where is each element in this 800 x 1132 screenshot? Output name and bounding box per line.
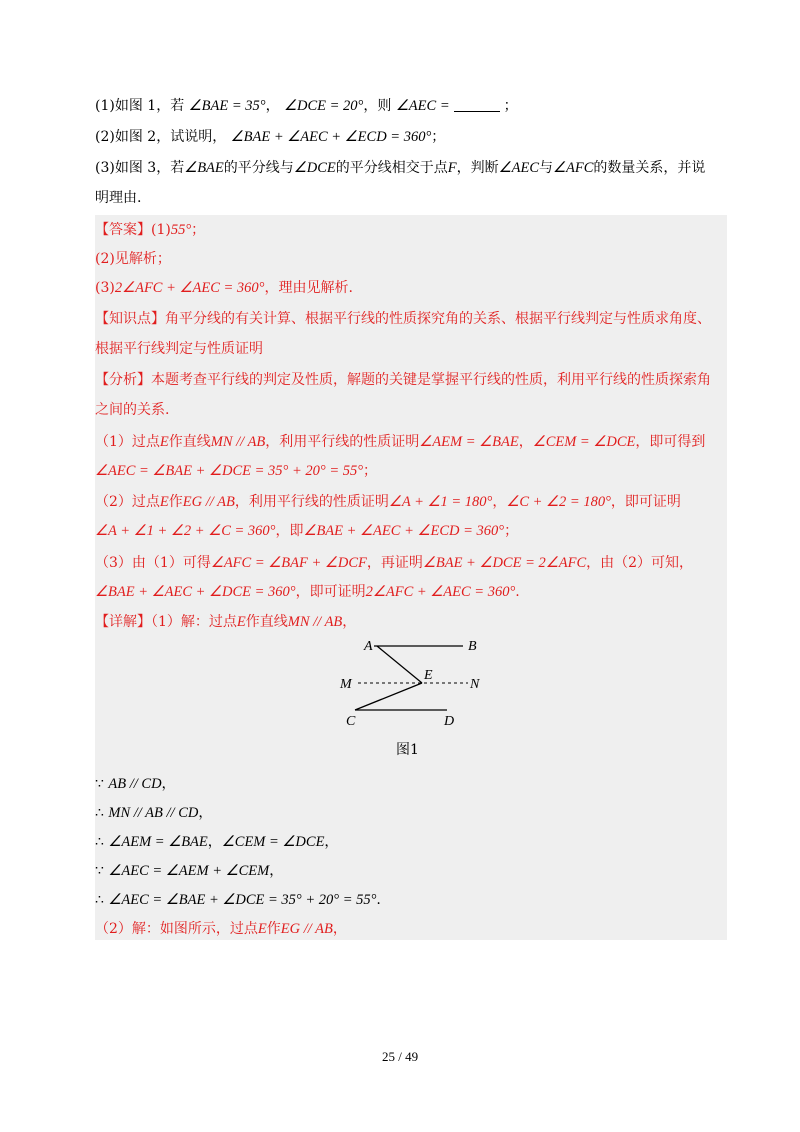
p3b-m1: ∠BAE + ∠AEC + ∠DCE = 360° bbox=[95, 584, 296, 600]
answer-line-3 bbox=[95, 278, 735, 298]
p1a-m2: MN // AB bbox=[210, 434, 266, 450]
label-c: C bbox=[346, 714, 356, 729]
part2-t2: 作 bbox=[266, 921, 281, 937]
p2a-t2: 作 bbox=[168, 494, 183, 510]
q1-math-dce: ∠DCE = 20° bbox=[284, 98, 364, 114]
label-e: E bbox=[424, 668, 433, 683]
q3-t5: 与 bbox=[539, 160, 554, 176]
q1-mid: ，则 bbox=[363, 98, 392, 114]
q2-text: (2)如图 2，试说明， bbox=[95, 129, 227, 145]
p3a-t1: （3）由（1）可得 bbox=[95, 555, 211, 571]
step-1-symbol: ∵ bbox=[95, 776, 104, 792]
p1a-t2: 作直线 bbox=[168, 434, 211, 450]
q2-math: ∠BAE + ∠AEC + ∠ECD = 360° bbox=[230, 129, 432, 145]
q1-suffix: ； bbox=[503, 98, 518, 114]
line-ec bbox=[355, 683, 422, 710]
q3-t1: (3)如图 3，若 bbox=[95, 160, 185, 176]
proof-step-4 bbox=[95, 861, 735, 881]
analysis-p2a bbox=[95, 492, 735, 512]
p1a-t5: ，即可得到 bbox=[635, 434, 706, 450]
answer-line-2: (2)见解析； bbox=[95, 251, 171, 267]
proof-step-3 bbox=[95, 832, 735, 852]
part2-suffix: ， bbox=[332, 921, 347, 937]
answer-label: 【答案】 bbox=[95, 222, 151, 238]
analysis-p3a bbox=[95, 553, 735, 573]
q3-t6: 的数量关系，并说 bbox=[593, 160, 706, 176]
question-3-line2: 明理由. bbox=[95, 190, 142, 206]
detail-m1: E bbox=[236, 614, 246, 630]
step-5-math: ∠AEC = ∠BAE + ∠DCE = 35° + 20° = 55° bbox=[108, 892, 377, 908]
detail-label: 【详解】 bbox=[95, 614, 151, 630]
q3-m1: ∠BAE bbox=[184, 160, 224, 176]
line-ae bbox=[377, 646, 422, 683]
p1a-m3: ∠AEM = ∠BAE bbox=[419, 434, 519, 450]
p1a-m1: E bbox=[159, 434, 169, 450]
p2a-m1: E bbox=[159, 494, 169, 510]
q1-sep: ， bbox=[265, 98, 280, 114]
p3b-m2: 2∠AFC + ∠AEC = 360° bbox=[365, 584, 516, 600]
label-a: A bbox=[364, 639, 373, 654]
answer-1-suffix: ； bbox=[191, 222, 206, 238]
part2-m1: E bbox=[257, 921, 267, 937]
label-d: D bbox=[444, 714, 455, 729]
proof-step-1 bbox=[95, 774, 735, 794]
detail-t2: 作直线 bbox=[245, 614, 288, 630]
p3a-t3: ，由（2）可知， bbox=[586, 555, 694, 571]
detail-m2: MN // AB bbox=[287, 614, 343, 630]
proof-step-5 bbox=[95, 890, 735, 910]
page-separator: / bbox=[398, 1049, 402, 1064]
step-3-suffix: ， bbox=[324, 834, 339, 850]
q3-t4: ，判断 bbox=[456, 160, 499, 176]
p2b-t1: ，即 bbox=[275, 523, 304, 539]
q1-text: (1)如图 1，若 bbox=[95, 98, 185, 114]
q3-t3: 的平分线相交于点 bbox=[335, 160, 448, 176]
q1-math-aec: ∠AEC = bbox=[395, 98, 450, 114]
p3a-m2: ∠BAE + ∠DCE = 2∠AFC bbox=[422, 555, 587, 571]
step-3-math2: ∠CEM = ∠DCE bbox=[221, 834, 325, 850]
question-2 bbox=[95, 127, 735, 147]
answer-3-math: 2∠AFC + ∠AEC = 360° bbox=[114, 280, 265, 296]
detail-part-2 bbox=[95, 919, 735, 939]
question-3-line1 bbox=[95, 158, 735, 178]
p1b-math: ∠AEC = ∠BAE + ∠DCE = 35° + 20° = 55° bbox=[95, 463, 364, 479]
answer-1-num: (1) bbox=[151, 222, 171, 238]
p1a-m4: ∠CEM = ∠DCE bbox=[532, 434, 636, 450]
q2-suffix: ； bbox=[431, 129, 446, 145]
proof-step-2 bbox=[95, 803, 735, 823]
step-2-symbol: ∴ bbox=[95, 805, 104, 821]
step-3-mid: ， bbox=[207, 834, 222, 850]
answer-3-num: (3) bbox=[95, 280, 115, 296]
step-4-symbol: ∵ bbox=[95, 863, 104, 879]
figure-caption: 图1 bbox=[396, 742, 419, 758]
analysis-line-1: 【分析】本题考查平行线的判定及性质，解题的关键是掌握平行线的性质，利用平行线的性质探索角 bbox=[95, 372, 711, 388]
p2a-t1: （2）过点 bbox=[95, 494, 160, 510]
page-current: 25 bbox=[381, 1049, 395, 1064]
step-2-math: MN // AB // CD bbox=[108, 805, 199, 821]
knowledge-line-1: 【知识点】角平分线的有关计算、根据平行线的性质探究角的关系、根据平行线判定与性质求角度、 bbox=[95, 311, 711, 327]
p3b-t1: ，即可证明 bbox=[295, 584, 366, 600]
p2a-t5: ，即可证明 bbox=[610, 494, 681, 510]
step-4-math: ∠AEC = ∠AEM + ∠CEM bbox=[108, 863, 270, 879]
question-1 bbox=[95, 96, 735, 116]
step-5-symbol: ∴ bbox=[95, 892, 104, 908]
answer-line-1 bbox=[95, 220, 735, 240]
label-m: M bbox=[340, 677, 352, 692]
q3-m5: ∠AFC bbox=[553, 160, 594, 176]
answer-1-math: 55° bbox=[170, 222, 192, 238]
analysis-p1a bbox=[95, 432, 735, 452]
analysis-p2b bbox=[95, 521, 735, 541]
q1-math-bae: ∠BAE = 35° bbox=[188, 98, 266, 114]
step-1-suffix: ， bbox=[161, 776, 176, 792]
detail-intro bbox=[95, 612, 735, 632]
detail-t1: （1）解：过点 bbox=[151, 614, 237, 630]
page-total: 49 bbox=[405, 1049, 419, 1064]
analysis-line-2: 之间的关系. bbox=[95, 402, 170, 418]
label-b: B bbox=[468, 639, 477, 654]
analysis-p3b bbox=[95, 582, 735, 602]
part2-t1: （2）解：如图所示，过点 bbox=[95, 921, 258, 937]
step-4-suffix: ， bbox=[269, 863, 284, 879]
p2a-t4: ， bbox=[492, 494, 507, 510]
label-n: N bbox=[470, 677, 480, 692]
p2a-m4: ∠C + ∠2 = 180° bbox=[506, 494, 611, 510]
p1a-t3: ，利用平行线的性质证明 bbox=[265, 434, 420, 450]
p1a-t1: （1）过点 bbox=[95, 434, 160, 450]
q3-m4: ∠AEC bbox=[498, 160, 540, 176]
step-5-suffix: . bbox=[376, 892, 381, 908]
p2b-suffix: ； bbox=[504, 523, 519, 539]
answer-blank bbox=[454, 97, 500, 112]
figure-1-diagram bbox=[330, 630, 500, 735]
q3-t2: 的平分线与 bbox=[223, 160, 294, 176]
page-number bbox=[0, 1049, 800, 1065]
detail-suffix: ， bbox=[342, 614, 357, 630]
p2b-math: ∠A + ∠1 + ∠2 + ∠C = 360° bbox=[95, 523, 276, 539]
p3b-suffix: . bbox=[515, 584, 520, 600]
p2a-m2: EG // AB bbox=[182, 494, 235, 510]
step-2-suffix: ， bbox=[198, 805, 213, 821]
step-1-math: AB // CD bbox=[108, 776, 162, 792]
p1a-t4: ， bbox=[518, 434, 533, 450]
p2a-m3: ∠A + ∠1 = 180° bbox=[388, 494, 493, 510]
q3-m2: ∠DCE bbox=[293, 160, 336, 176]
step-3-symbol: ∴ bbox=[95, 834, 104, 850]
knowledge-line-2: 根据平行线判定与性质证明 bbox=[95, 341, 263, 357]
p2a-t3: ，利用平行线的性质证明 bbox=[234, 494, 389, 510]
answer-3-suffix: ，理由见解析. bbox=[264, 280, 353, 296]
step-3-math: ∠AEM = ∠BAE bbox=[108, 834, 208, 850]
analysis-p1b bbox=[95, 461, 735, 481]
p2b-math2: ∠BAE + ∠AEC + ∠ECD = 360° bbox=[303, 523, 505, 539]
p3a-t2: ，再证明 bbox=[366, 555, 423, 571]
p1b-suffix: ； bbox=[363, 463, 378, 479]
p3a-m1: ∠AFC = ∠BAF + ∠DCF bbox=[210, 555, 367, 571]
part2-m2: EG // AB bbox=[280, 921, 333, 937]
q3-m3: F bbox=[447, 160, 457, 176]
